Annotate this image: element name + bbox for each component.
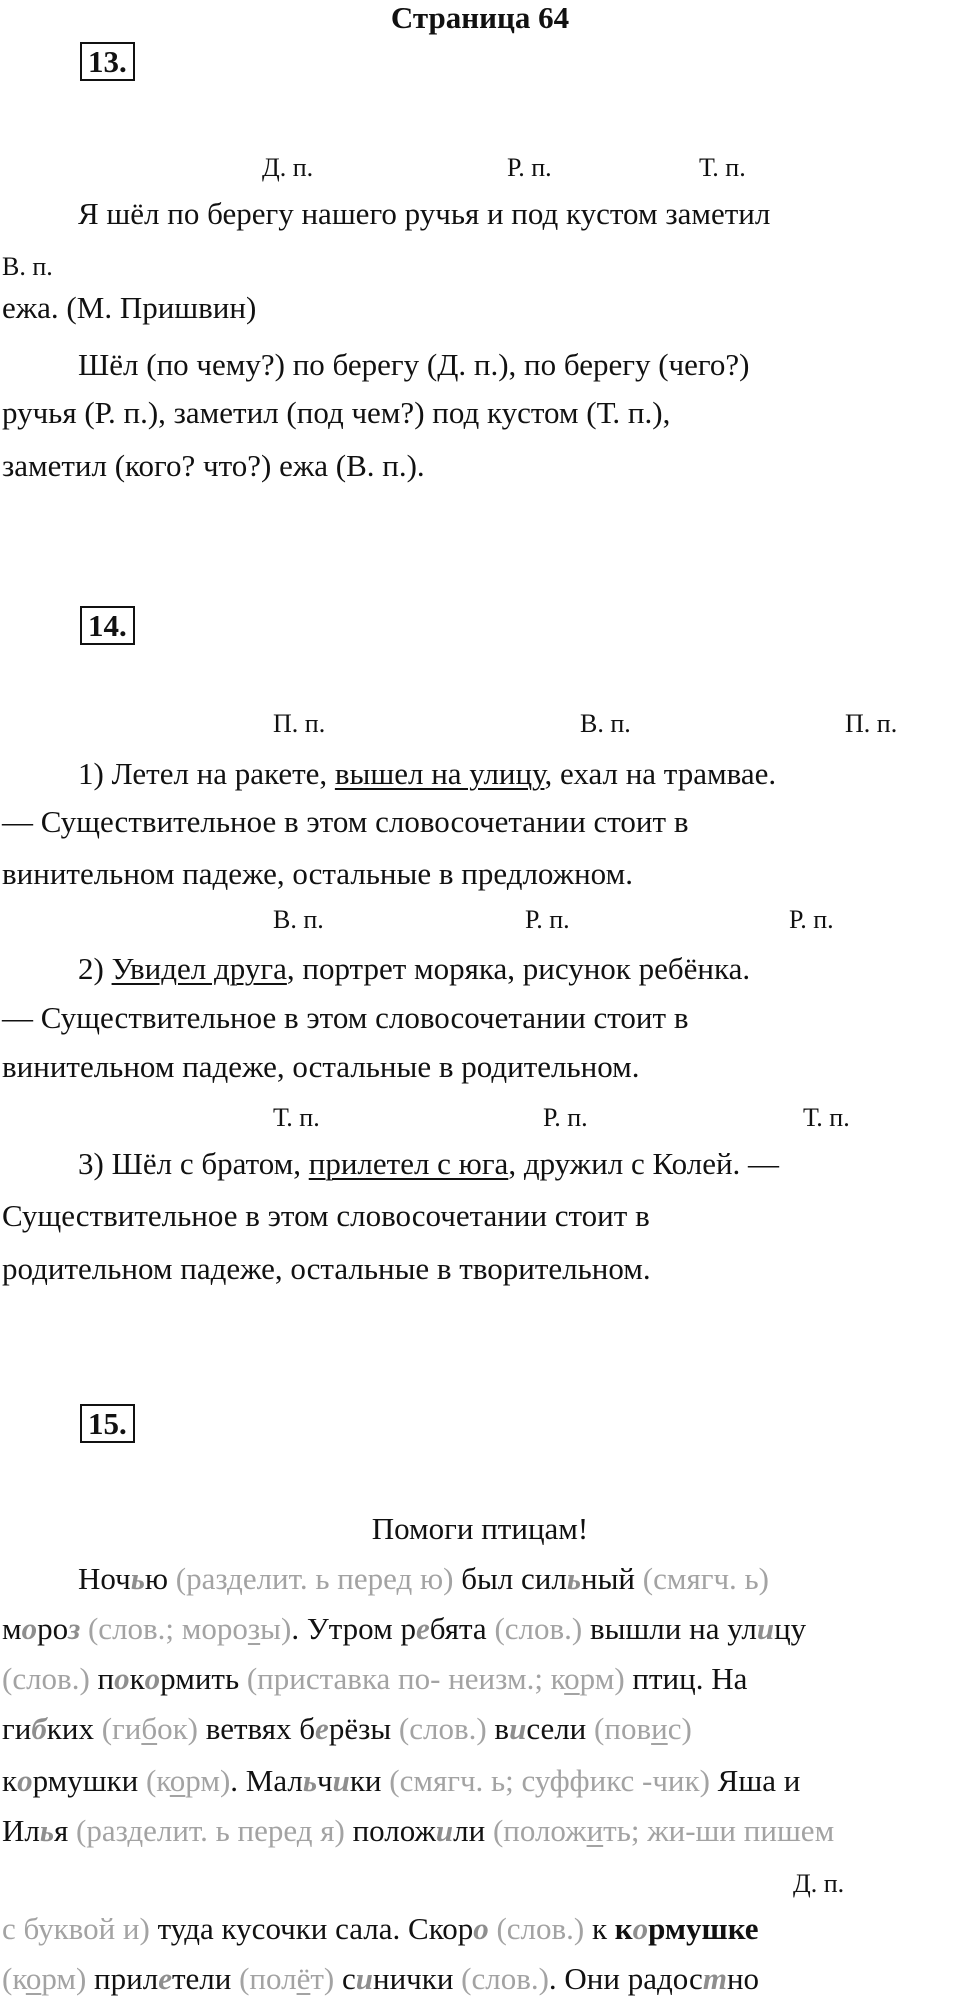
exercise-14-number	[80, 606, 135, 645]
ex14-sentence-2	[78, 950, 750, 988]
sentence-part: , дружил с Колей. —	[508, 1146, 780, 1181]
exercise-13-number	[80, 42, 135, 81]
ex14-sentence-1	[78, 755, 776, 793]
ex15-line-6: Илья (разделит. ь перед я) положили (положить; жи-ши пишем	[2, 1813, 835, 1848]
exercise-14-box	[80, 606, 135, 645]
ex13-sentence-line2: ежа. (М. Пришвин)	[2, 290, 257, 325]
ex15-line-4: гибких (гибок) ветвях берёзы (слов.) висели (повис)	[2, 1711, 692, 1746]
ex15-line-3: (слов.) покормить (приставка по- неизм.; корм) птиц. На	[2, 1661, 748, 1696]
sentence-part: , портрет моряка, рисунок ребёнка.	[286, 951, 751, 986]
ex14-answer-1-line3: винительном падеже, остальные в предложном.	[2, 856, 633, 891]
sentence-part: 1) Летел на ракете,	[78, 756, 335, 791]
underlined-phrase: Увидел друга	[111, 951, 287, 986]
sentence-part: , ехал на трамвае.	[544, 756, 777, 791]
sentence-part: 2)	[78, 951, 112, 986]
sentence-part: 3) Шёл с братом,	[78, 1146, 309, 1181]
exercise-13-digits: 13	[88, 44, 119, 79]
case-label: Р. п.	[543, 1103, 588, 1132]
case-label: Р. п.	[525, 905, 570, 934]
case-label: Д. п.	[262, 153, 314, 182]
exercise-14-dot: .	[119, 608, 127, 643]
ex13-explanation-line1: Шёл (по чему?) по берегу (Д. п.), по берегу (чего?)	[78, 347, 750, 382]
ex15-line-7: с буквой и) туда кусочки сала. Скоро (слов.) к кормушке	[2, 1911, 759, 1946]
ex13-sentence-line1: Я шёл по берегу нашего ручья и под кустом заметил	[78, 196, 771, 231]
ex14-answer-1-line2: — Существительное в этом словосочетании стоит в	[2, 804, 689, 839]
exercise-15-digits: 15	[88, 1406, 119, 1441]
ex15-line-8: (корм) прилетели (полёт) синички (слов.). Они радостно	[2, 1961, 760, 1996]
exercise-14-digits: 14	[88, 608, 119, 643]
case-label: П. п.	[845, 709, 898, 738]
ex15-line-2: мороз (слов.; морозы). Утром ребята (слов.) вышли на улицу	[2, 1611, 807, 1646]
ex14-sentence-3	[78, 1145, 779, 1183]
case-label: Т. п.	[803, 1103, 850, 1132]
case-label: Т. п.	[699, 153, 746, 182]
exercise-15-box	[80, 1404, 135, 1443]
ex15-line-5: кормушки (корм). Мальчики (смягч. ь; суффикс -чик) Яша и	[2, 1763, 801, 1798]
ex13-explanation-line3: заметил (кого? что?) ежа (В. п.).	[2, 448, 425, 483]
exercise-15-number	[80, 1404, 135, 1443]
exercise-13-box	[80, 42, 135, 81]
page-title: Страница 64	[390, 0, 570, 35]
underlined-phrase: прилетел с юга	[308, 1146, 509, 1181]
case-label: В. п.	[580, 709, 631, 738]
ex14-answer-3-line2: Существительное в этом словосочетании стоит в	[2, 1198, 650, 1233]
case-label: Р. п.	[507, 153, 552, 182]
ex15-line-1: Ночью (разделит. ь перед ю) был сильный (смягч. ь)	[78, 1561, 770, 1596]
case-label: Д. п.	[793, 1869, 845, 1898]
exercise-15-dot: .	[119, 1406, 127, 1441]
case-label: В. п.	[273, 905, 324, 934]
case-label: П. п.	[273, 709, 326, 738]
case-label: Р. п.	[789, 905, 834, 934]
ex14-answer-2-line2: — Существительное в этом словосочетании стоит в	[2, 1000, 689, 1035]
exercise-15-heading: Помоги птицам!	[371, 1511, 589, 1546]
underlined-phrase: вышел на улицу	[334, 756, 545, 791]
case-label: Т. п.	[273, 1103, 320, 1132]
exercise-13-dot: .	[119, 44, 127, 79]
case-label: В. п.	[2, 252, 53, 281]
ex14-answer-2-line3: винительном падеже, остальные в родительном.	[2, 1049, 640, 1084]
ex14-answer-3-line3: родительном падеже, остальные в творительном.	[2, 1251, 651, 1286]
ex13-explanation-line2: ручья (Р. п.), заметил (под чем?) под кустом (Т. п.),	[2, 395, 671, 430]
